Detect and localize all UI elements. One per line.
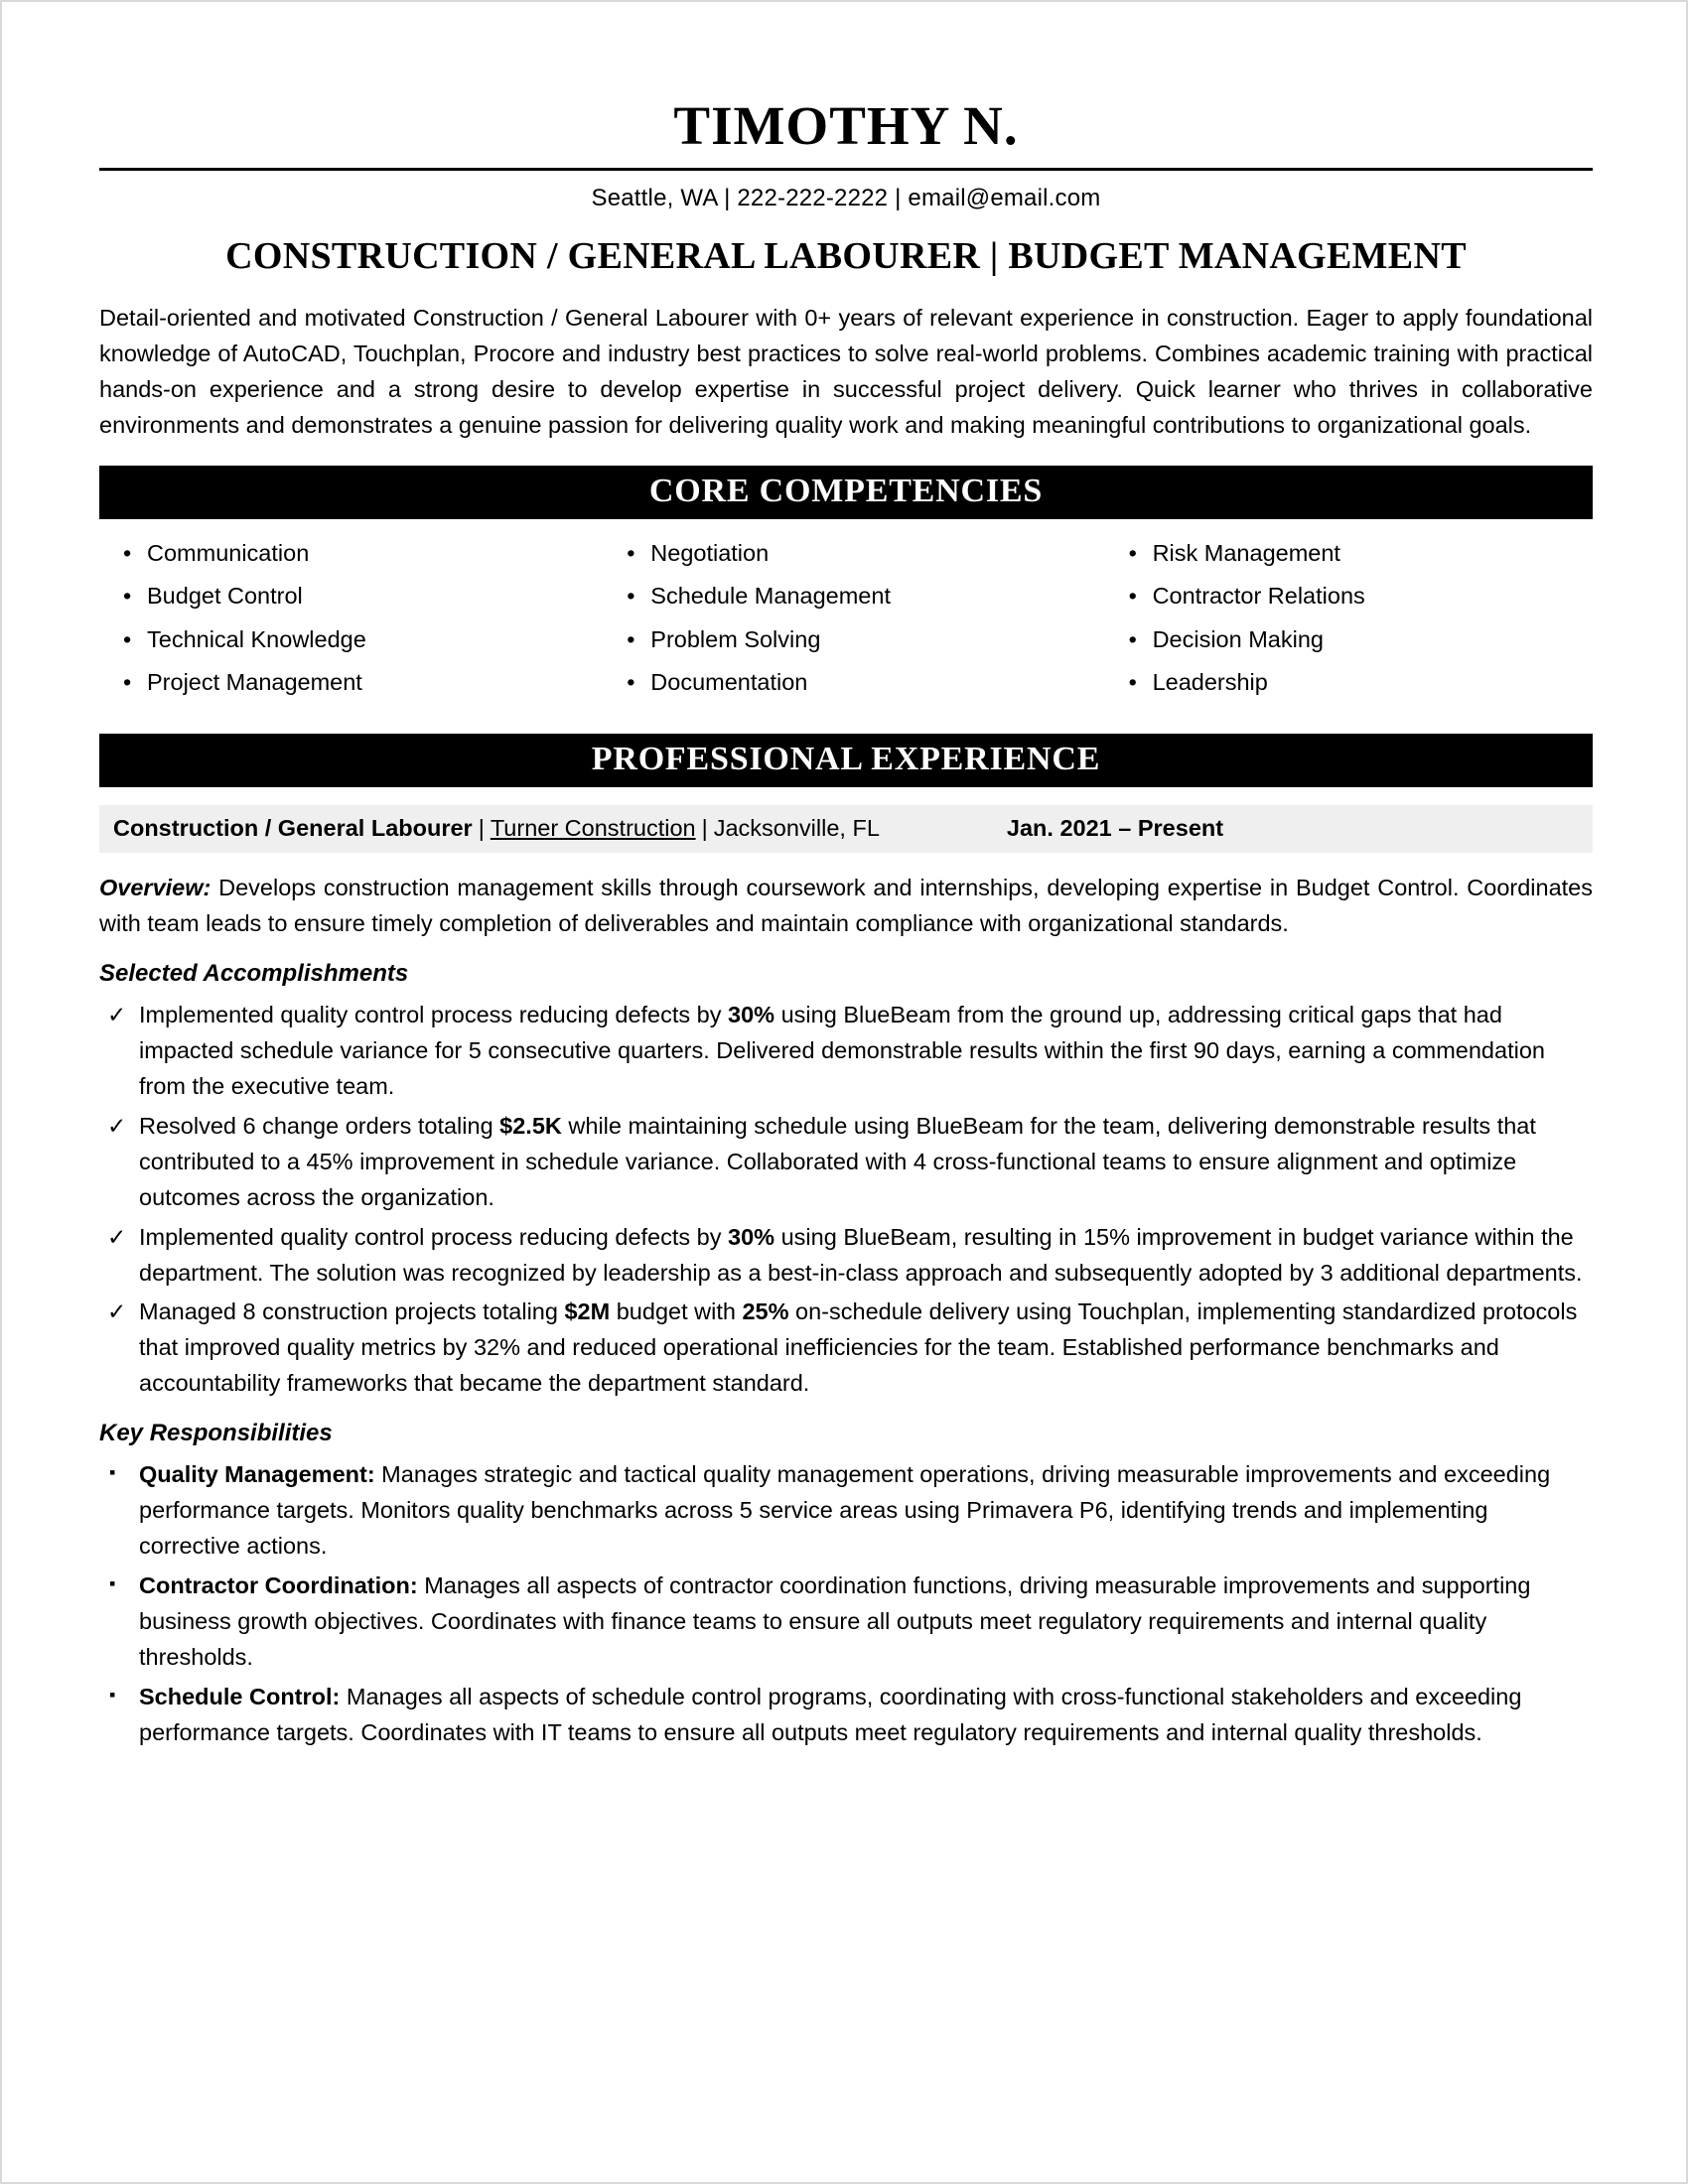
accomplishment-text xyxy=(139,1113,1536,1210)
responsibility-label: Schedule Control: xyxy=(139,1684,341,1710)
competency-item xyxy=(621,539,1094,583)
competency-item xyxy=(621,625,1094,669)
accomplishment-metric: $2M xyxy=(564,1298,611,1325)
accomplishment-item xyxy=(99,1220,1593,1292)
responsibility-text xyxy=(139,1572,1530,1670)
accomplishment-fragment: budget with xyxy=(610,1298,743,1325)
checkmark-icon: ✓ xyxy=(107,1112,127,1139)
accomplishment-text xyxy=(139,1002,1545,1099)
overview-label: Overview: xyxy=(99,874,211,900)
job-title: Construction / General Labourer xyxy=(113,814,473,841)
competency-item xyxy=(1123,582,1593,625)
accomplishment-text xyxy=(139,1224,1583,1286)
accomplishment-fragment: using BlueBeam from the ground up, addressing critical gaps that had impacted schedule variance for 5 consecutive quarters. Delivered demonstrable results within the first 90 days, earning a commendation from the executive team. xyxy=(139,1001,1545,1099)
job-separator-2: | xyxy=(701,814,708,841)
company-name: Turner Construction xyxy=(490,814,696,841)
responsibility-item xyxy=(99,1457,1593,1565)
job-overview xyxy=(99,871,1593,942)
competency-label: Risk Management xyxy=(1152,539,1340,566)
accomplishment-fragment: Resolved 6 change orders totaling xyxy=(139,1112,500,1139)
section-header-professional-experience: PROFESSIONAL EXPERIENCE xyxy=(99,734,1593,787)
responsibility-item xyxy=(99,1569,1593,1676)
competency-label: Schedule Management xyxy=(650,583,891,610)
accomplishment-item xyxy=(99,1109,1593,1216)
selected-accomplishments-heading: Selected Accomplishments xyxy=(99,959,409,987)
job-date-range: Jan. 2021 – Present xyxy=(1006,814,1224,841)
competency-label: Project Management xyxy=(147,669,362,696)
responsibility-description: Manages all aspects of schedule control programs, coordinating with cross-functional stakeholders and exceeding performance targets. Coordinates with IT teams to ensure all outputs meet regulatory requirements and internal quality thresholds. xyxy=(139,1684,1522,1745)
competency-label: Leadership xyxy=(1152,669,1268,696)
competency-label: Decision Making xyxy=(1152,625,1324,652)
job-location: Jacksonville, FL xyxy=(713,814,880,841)
accomplishment-metric: 30% xyxy=(728,1223,775,1250)
accomplishment-text xyxy=(139,1298,1577,1396)
job-separator-1: | xyxy=(478,814,485,841)
responsibility-item xyxy=(99,1680,1593,1751)
checkmark-icon: ✓ xyxy=(107,1001,127,1027)
responsibility-label: Quality Management: xyxy=(139,1461,375,1488)
accomplishment-metric: 25% xyxy=(742,1298,789,1325)
bullet-dot-icon: • xyxy=(627,669,635,696)
job-header-row xyxy=(99,805,1593,853)
professional-summary: Detail-oriented and motivated Construction / General Labourer with 0+ years of relevant experience in construction. Eager to apply foundational knowledge of AutoCAD, Touchplan, Procore and industry best practices to solve real-world problems. Combines academic training with practical hands-on experience and a strong desire to develop expertise in successful project delivery. Quick learner who thrives in collaborative environments and demonstrates a genuine passion for delivering quality work and making meaningful contributions to organizational goals. xyxy=(99,304,1593,439)
core-competencies-grid xyxy=(99,539,1593,712)
competency-label: Problem Solving xyxy=(650,625,821,652)
key-responsibilities-heading: Key Responsibilities xyxy=(99,1420,333,1447)
competency-item xyxy=(1123,625,1593,669)
responsibilities-list xyxy=(99,1457,1593,1751)
accomplishment-fragment: on-schedule delivery using Touchplan, implementing standardized protocols that improved quality metrics by 32% and reduced operational inefficiencies for the team. Established performance benchmarks and accountability frameworks that became the department standard. xyxy=(139,1298,1578,1397)
accomplishments-list xyxy=(99,998,1593,1402)
competency-label: Negotiation xyxy=(650,539,770,566)
competency-label: Communication xyxy=(147,539,310,566)
accomplishment-fragment: Managed 8 construction projects totaling xyxy=(139,1298,565,1325)
competency-label: Technical Knowledge xyxy=(147,625,366,652)
responsibility-description: Manages strategic and tactical quality management operations, driving measurable improvements and exceeding performance targets. Monitors quality benchmarks across 5 service areas using Primavera P6, identifying trends and implementing corrective actions. xyxy=(139,1461,1551,1560)
bullet-dot-icon: • xyxy=(1128,583,1137,610)
accomplishment-item xyxy=(99,1295,1593,1402)
square-bullet-icon: ▪ xyxy=(109,1462,116,1483)
bullet-dot-icon: • xyxy=(123,539,132,566)
competency-item xyxy=(117,625,597,669)
accomplishment-fragment: using BlueBeam, resulting in 15% improvement in budget variance within the department. The solution was recognized by leadership as a best-in-class approach and subsequently adopted by 3 additional departments. xyxy=(139,1223,1583,1286)
accomplishment-fragment: Implemented quality control process reducing defects by xyxy=(139,1001,729,1027)
checkmark-icon: ✓ xyxy=(107,1223,127,1250)
bullet-dot-icon: • xyxy=(1128,669,1137,696)
competency-item xyxy=(117,668,597,712)
bullet-dot-icon: • xyxy=(627,583,635,610)
competency-item xyxy=(1123,668,1593,712)
checkmark-icon: ✓ xyxy=(107,1298,127,1325)
accomplishment-fragment: while maintaining schedule using BlueBeam for the team, delivering demonstrable results that contributed to a 45% improvement in schedule variance. Collaborated with 4 cross-functional teams to ensure alignment and optimize outcomes across the organization. xyxy=(139,1112,1536,1210)
section-header-core-competencies: CORE COMPETENCIES xyxy=(99,466,1593,519)
competency-column xyxy=(597,539,1094,712)
header-divider xyxy=(99,168,1593,171)
resume-content xyxy=(99,2,1593,1755)
square-bullet-icon: ▪ xyxy=(109,1685,116,1706)
square-bullet-icon: ▪ xyxy=(109,1573,116,1594)
bullet-dot-icon: • xyxy=(627,539,635,566)
competency-label: Contractor Relations xyxy=(1152,583,1365,610)
competency-item xyxy=(117,582,597,625)
bullet-dot-icon: • xyxy=(1128,625,1137,652)
bullet-dot-icon: • xyxy=(123,583,132,610)
bullet-dot-icon: • xyxy=(123,669,132,696)
competency-item xyxy=(621,668,1094,712)
competency-column xyxy=(99,539,597,712)
accomplishment-metric: $2.5K xyxy=(499,1112,562,1139)
responsibility-text xyxy=(139,1461,1550,1559)
competency-column xyxy=(1095,539,1593,712)
bullet-dot-icon: • xyxy=(1128,539,1137,566)
overview-text: Develops construction management skills through coursework and internships, developing expertise in Budget Control. Coordinates with team leads to ensure timely completion of deliverables and maintain compliance with organizational standards. xyxy=(99,874,1593,936)
accomplishment-metric: 30% xyxy=(728,1001,775,1027)
competency-item xyxy=(621,582,1094,625)
professional-headline: CONSTRUCTION / GENERAL LABOURER | BUDGET MANAGEMENT xyxy=(225,234,1467,277)
contact-line: Seattle, WA | 222-222-2222 | email@email.com xyxy=(591,184,1101,211)
responsibility-text xyxy=(139,1684,1521,1745)
responsibility-label: Contractor Coordination: xyxy=(139,1572,418,1599)
bullet-dot-icon: • xyxy=(627,625,635,652)
competency-label: Documentation xyxy=(650,669,808,696)
page-title: TIMOTHY N. xyxy=(673,95,1019,156)
competency-label: Budget Control xyxy=(147,583,303,610)
competency-item xyxy=(1123,539,1593,583)
responsibility-description: Manages all aspects of contractor coordination functions, driving measurable improvements and supporting business growth objectives. Coordinates with finance teams to ensure all outputs meet regulatory requirements and internal quality thresholds. xyxy=(139,1572,1531,1671)
accomplishment-fragment: Implemented quality control process reducing defects by xyxy=(139,1223,729,1250)
bullet-dot-icon: • xyxy=(123,625,132,652)
job-header-left xyxy=(113,815,880,842)
accomplishment-item xyxy=(99,998,1593,1105)
competency-item xyxy=(117,539,597,583)
